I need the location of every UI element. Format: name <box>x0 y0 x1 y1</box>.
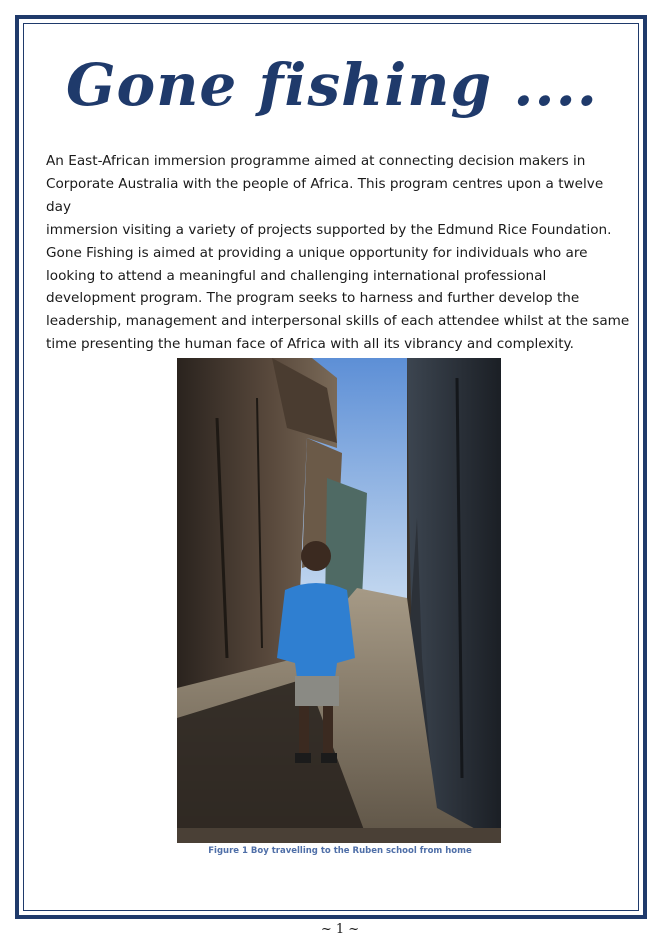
page-number: ~ 1 ~ <box>320 922 360 937</box>
intro-paragraph <box>46 150 632 356</box>
intro-line: leadership, management and interpersonal skills of each attendee whilst at the same <box>46 313 630 330</box>
intro-line: looking to attend a meaningful and challenging international professional <box>46 267 547 284</box>
document-title: Gone fishing .... <box>65 51 598 119</box>
intro-line: Corporate Australia with the people of Africa. This program centres upon a twelve day <box>46 175 604 215</box>
intro-line: Gone Fishing is aimed at providing a unique opportunity for individuals who are <box>46 244 588 261</box>
intro-line: immersion visiting a variety of projects supported by the Edmund Rice Foundation. <box>46 221 612 238</box>
figure-caption: Figure 1 Boy travelling to the Ruben school from home <box>208 846 472 856</box>
intro-line: An East-African immersion programme aimed at connecting decision makers in <box>46 153 586 169</box>
boy-alley-photo <box>177 358 501 843</box>
intro-line: development program. The program seeks to harness and further develop the <box>46 290 580 307</box>
intro-line: time presenting the human face of Africa with all its vibrancy and complexity. <box>46 336 574 353</box>
